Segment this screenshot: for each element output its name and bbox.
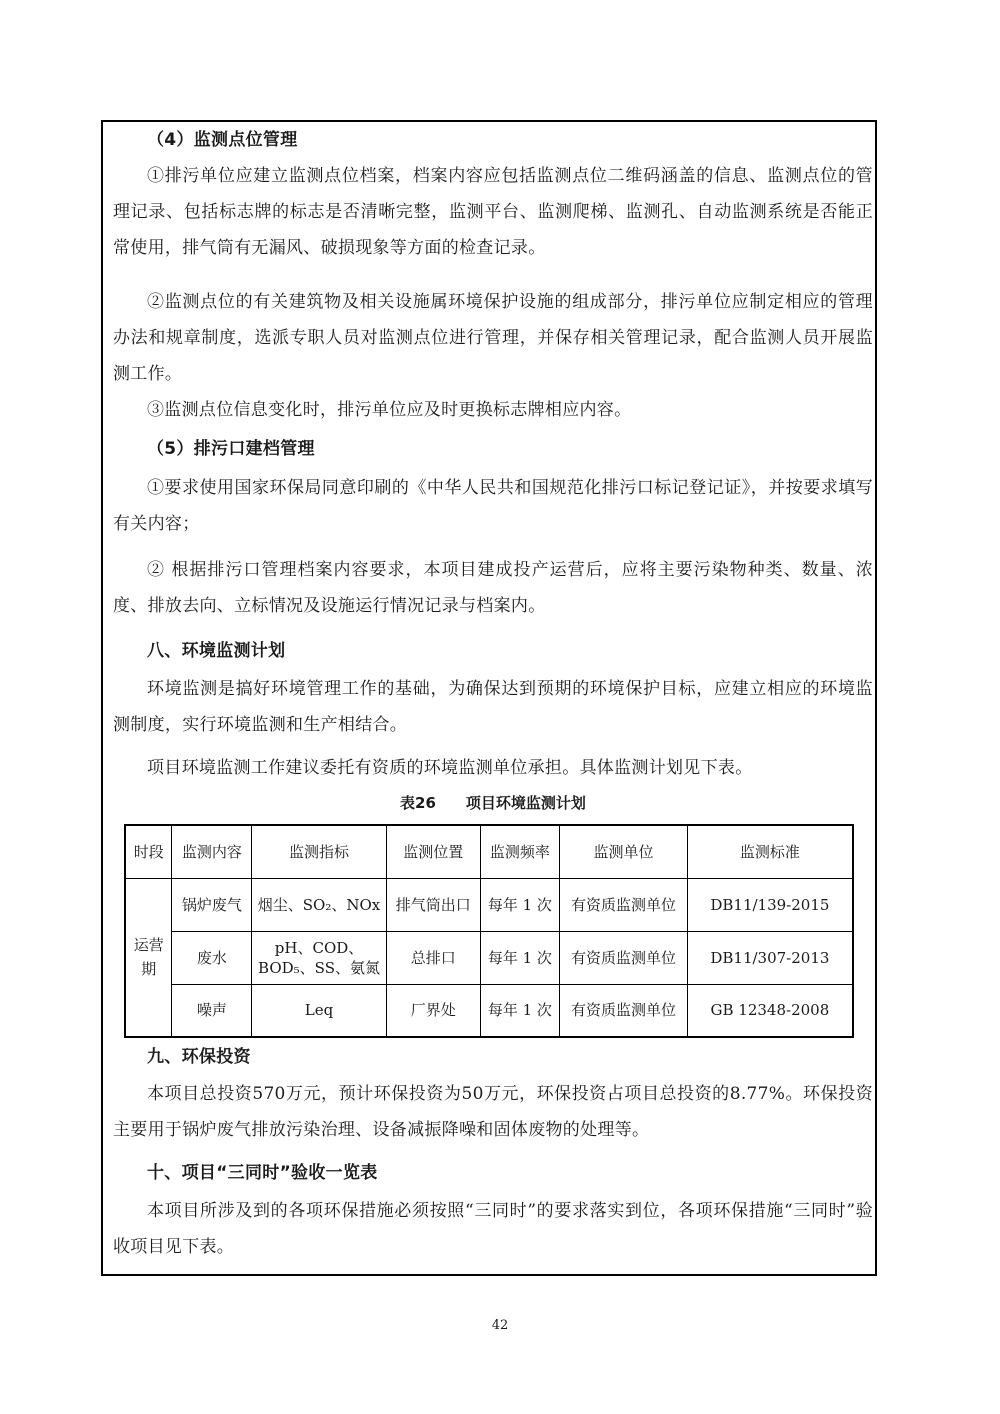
section-9-paragraph-1: 本项目总投资570万元，预计环保投资为50万元，环保投资占项目总投资的8.77%。环保投资主要用于锅炉废气排放污染治理、设备减振降噪和固体废物的处理等。 bbox=[113, 1084, 873, 1140]
unit-cell: 有资质监测单位 bbox=[560, 931, 688, 984]
frequency-cell: 每年 1 次 bbox=[480, 878, 560, 931]
header-content: 监测内容 bbox=[172, 825, 252, 878]
unit-cell: 有资质监测单位 bbox=[560, 984, 688, 1037]
section-5-paragraph-1: ①要求使用国家环保局同意印刷的《中华人民共和国规范化排污口标记登记证》，并按要求填写有关内容； bbox=[113, 478, 873, 534]
header-unit: 监测单位 bbox=[560, 825, 688, 878]
section-4-paragraph-1: ①排污单位应建立监测点位档案，档案内容应包括监测点位二维码涵盖的信息、监测点位的管理记录、包括标志牌的标志是否清晰完整，监测平台、监测爬梯、监测孔、自动监测系统是否能正常使用，排气筒有无漏风、破损现象等方面的检查记录。 bbox=[113, 166, 873, 258]
section-5-heading: （5）排污口建档管理 bbox=[147, 439, 315, 459]
header-standard: 监测标准 bbox=[687, 825, 853, 878]
header-indicator: 监测指标 bbox=[252, 825, 387, 878]
section-5-paragraph-2: ② 根据排污口管理档案内容要求，本项目建成投产运营后，应将主要污染物种类、数量、浓度、排放去向、立标情况及设施运行情况记录与档案内。 bbox=[113, 560, 873, 616]
frequency-cell: 每年 1 次 bbox=[480, 984, 560, 1037]
standard-cell: DB11/307-2013 bbox=[687, 931, 853, 984]
section-8-paragraph-1: 环境监测是搞好环境管理工作的基础，为确保达到预期的环境保护目标，应建立相应的环境监测制度，实行环境监测和生产相结合。 bbox=[113, 679, 873, 735]
period-label: 运营期 bbox=[133, 936, 164, 979]
page-number: 42 bbox=[491, 1318, 509, 1333]
header-frequency: 监测频率 bbox=[480, 825, 560, 878]
section-10-heading: 十、项目“三同时”验收一览表 bbox=[147, 1163, 378, 1183]
section-9-heading: 九、环保投资 bbox=[147, 1047, 251, 1067]
table-row bbox=[125, 878, 853, 931]
period-cell bbox=[125, 878, 172, 1037]
header-period: 时段 bbox=[125, 825, 172, 878]
monitoring-plan-table bbox=[124, 824, 854, 1038]
table-row bbox=[125, 931, 853, 984]
table-caption: 表26 项目环境监测计划 bbox=[400, 794, 586, 812]
header-location: 监测位置 bbox=[386, 825, 480, 878]
section-8-heading: 八、环境监测计划 bbox=[147, 641, 286, 661]
table-header-row bbox=[125, 825, 853, 878]
unit-cell: 有资质监测单位 bbox=[560, 878, 688, 931]
indicator-cell: 烟尘、SO₂、NOx bbox=[252, 878, 387, 931]
section-8-paragraph-2: 项目环境监测工作建议委托有资质的环境监测单位承担。具体监测计划见下表。 bbox=[147, 758, 753, 778]
indicator-cell: pH、COD、BOD₅、SS、氨氮 bbox=[252, 931, 387, 984]
content-cell: 锅炉废气 bbox=[172, 878, 252, 931]
section-4-heading: （4）监测点位管理 bbox=[147, 130, 298, 150]
standard-cell: DB11/139-2015 bbox=[687, 878, 853, 931]
section-4-paragraph-3: ③监测点位信息变化时，排污单位应及时更换标志牌相应内容。 bbox=[147, 400, 632, 420]
location-cell: 总排口 bbox=[386, 931, 480, 984]
section-4-paragraph-2: ②监测点位的有关建筑物及相关设施属环境保护设施的组成部分，排污单位应制定相应的管理办法和规章制度，选派专职人员对监测点位进行管理，并保存相关管理记录，配合监测人员开展监测工作。 bbox=[113, 292, 873, 384]
location-cell: 厂界处 bbox=[386, 984, 480, 1037]
indicator-cell: Leq bbox=[252, 984, 387, 1037]
frequency-cell: 每年 1 次 bbox=[480, 931, 560, 984]
content-cell: 废水 bbox=[172, 931, 252, 984]
section-10-paragraph-1: 本项目所涉及到的各项环保措施必须按照“三同时”的要求落实到位，各项环保措施“三同时”验收项目见下表。 bbox=[113, 1201, 873, 1257]
location-cell: 排气筒出口 bbox=[386, 878, 480, 931]
content-cell: 噪声 bbox=[172, 984, 252, 1037]
table-row bbox=[125, 984, 853, 1037]
standard-cell: GB 12348-2008 bbox=[687, 984, 853, 1037]
